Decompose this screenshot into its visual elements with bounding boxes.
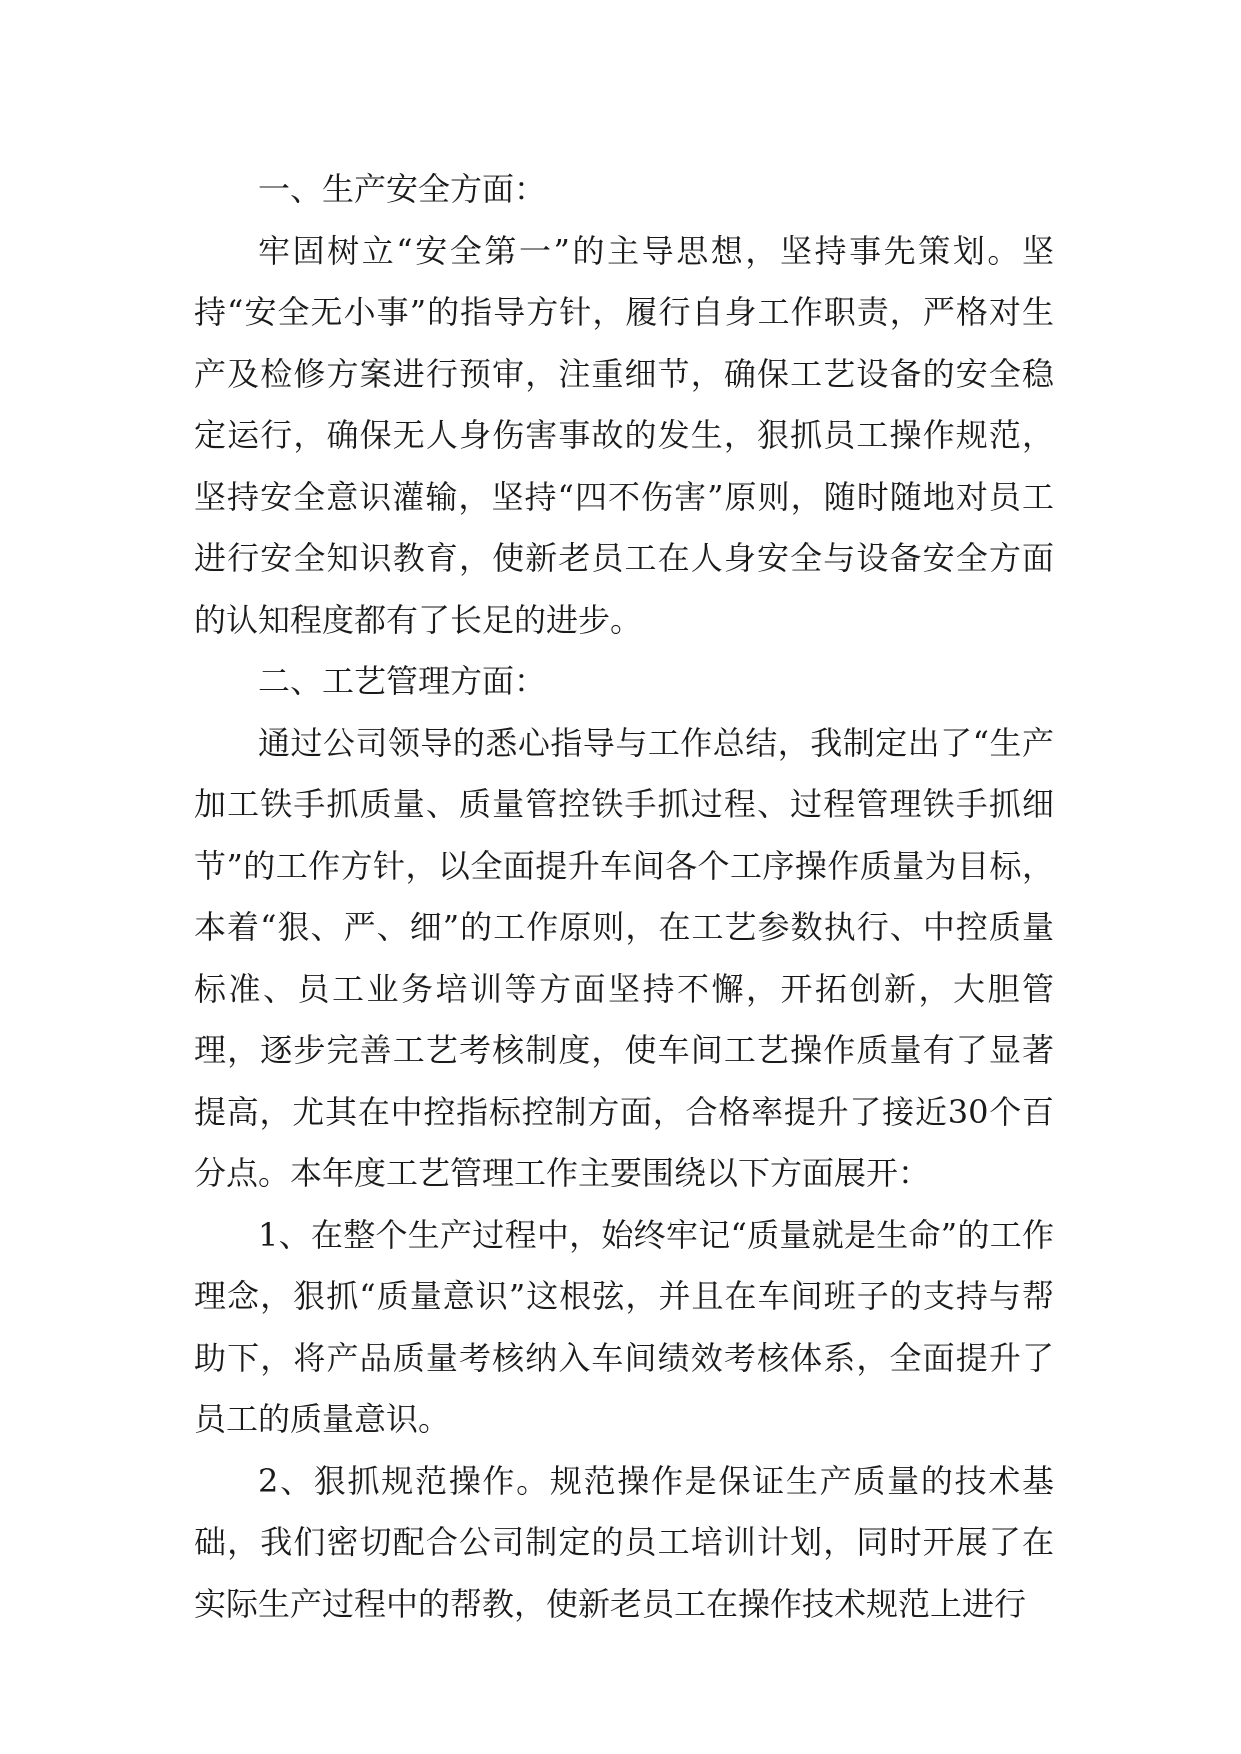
document-body bbox=[194, 159, 1054, 1635]
list-item-standard-operation: 2、狠抓规范操作。规范操作是保证生产质量的技术基础，我们密切配合公司制定的员工培训计划，同时开展了在实际生产过程中的帮教，使新老员工在操作技术规范上进行 bbox=[194, 1461, 1054, 1623]
section-heading-process: 二、工艺管理方面： bbox=[258, 662, 547, 700]
paragraph-safety: 牢固树立“安全第一”的主导思想，坚持事先策划。坚持“安全无小事”的指导方针，履行自身工作职责，严格对生产及检修方案进行预审，注重细节，确保工艺设备的安全稳定运行，确保无人身伤害事故的发生，狠抓员工操作规范，坚持安全意识灌输，坚持“四不伤害”原则，随时随地对员工进行安全知识教育，使新老员工在人身安全与设备安全方面的认知程度都有了长足的进步。 bbox=[194, 231, 1054, 639]
paragraph-process: 通过公司领导的悉心指导与工作总结，我制定出了“生产加工铁手抓质量、质量管控铁手抓过程、过程管理铁手抓细节”的工作方针，以全面提升车间各个工序操作质量为目标，本着“狠、严、细”的工作原则，在工艺参数执行、中控质量标准、员工业务培训等方面坚持不懈，开拓创新，大胆管理，逐步完善工艺考核制度，使车间工艺操作质量有了显著提高，尤其在中控指标控制方面，合格率提升了接近30个百分点。本年度工艺管理工作主要围绕以下方面展开： bbox=[194, 723, 1054, 1192]
list-item-quality-awareness: 1、在整个生产过程中，始终牢记“质量就是生命”的工作理念，狠抓“质量意识”这根弦，并且在车间班子的支持与帮助下，将产品质量考核纳入车间绩效考核体系，全面提升了员工的质量意识。 bbox=[194, 1215, 1054, 1438]
section-heading-safety: 一、生产安全方面： bbox=[258, 170, 547, 208]
